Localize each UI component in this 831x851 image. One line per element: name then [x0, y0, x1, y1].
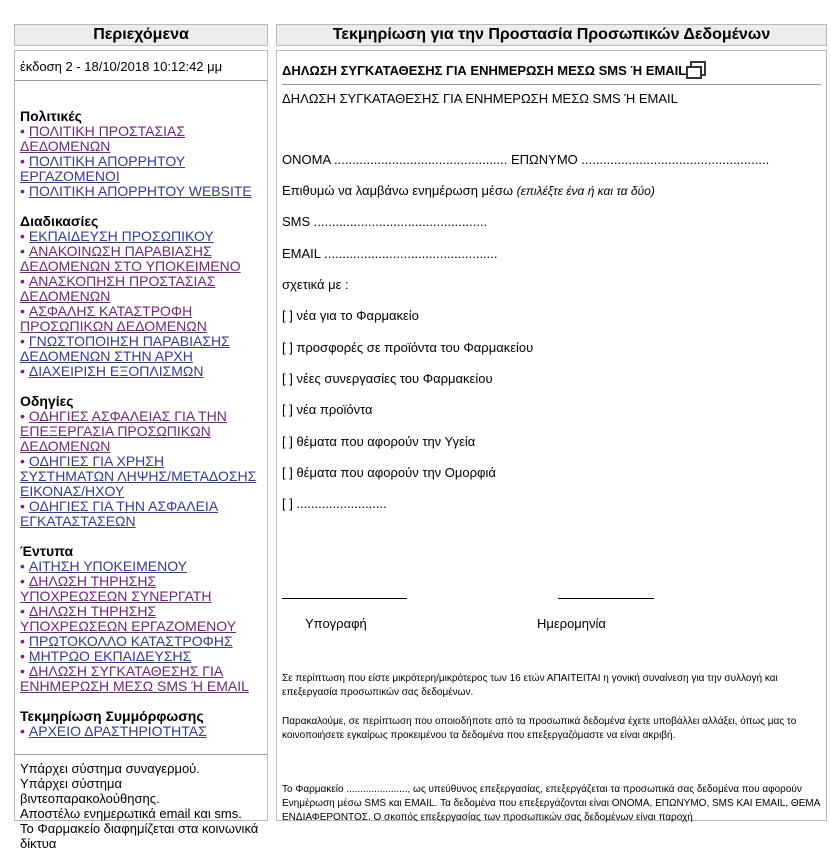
toc-group-title: Οδηγίες	[20, 393, 74, 409]
note-line: Υπάρχει σύστημα συναγερμού.	[20, 761, 200, 776]
toc-link[interactable]: ΑΡΧΕΙΟ ΔΡΑΣΤΗΡΙΟΤΗΤΑΣ	[28, 723, 207, 739]
table-of-contents	[15, 81, 267, 739]
toc-item[interactable]: • ΜΗΤΡΩΟ ΕΚΠΑΙΔΕΥΣΗΣ	[20, 648, 192, 664]
wish-hint: (επιλέξτε ένα ή και τα δύο)	[516, 184, 655, 198]
about-label: σχετικά με :	[282, 277, 349, 292]
toc-item[interactable]: • ΟΔΗΓΙΕΣ ΓΙΑ ΤΗΝ ΑΣΦΑΛΕΙΑ ΕΓΚΑΤΑΣΤΑΣΕΩΝ	[20, 498, 219, 529]
toc-link[interactable]: ΔΗΛΩΣΗ ΣΥΓΚΑΤΑΘΕΣΗΣ ΓΙΑ ΕΝΗΜΕΡΩΣΗ ΜΕΣΩ SMS Ή EMAIL	[20, 663, 249, 694]
contents-panel[interactable]	[14, 50, 268, 851]
sms-line: SMS ................................................	[282, 214, 488, 229]
toc-item[interactable]: • ΑΙΤΗΣΗ ΥΠΟΚΕΙΜΕΝΟΥ	[20, 558, 187, 574]
toc-item[interactable]: • ΟΔΗΓΙΕΣ ΑΣΦΑΛΕΙΑΣ ΓΙΑ ΤΗΝ ΕΠΕΞΕΡΓΑΣΙΑ ΠΡΟΣΩΠΙΚΩΝ ΔΕΔΟΜΕΝΩΝ	[20, 408, 227, 454]
toc-link[interactable]: ΓΝΩΣΤΟΠΟΙΗΣΗ ΠΑΡΑΒΙΑΣΗΣ ΔΕΔΟΜΕΝΩΝ ΣΤΗΝ ΑΡΧΗ	[20, 333, 230, 364]
contents-header: Περιεχόμενα	[14, 24, 268, 46]
signature-label: Υπογραφή	[305, 616, 367, 631]
toc-link[interactable]: ΑΣΦΑΛΗΣ ΚΑΤΑΣΤΡΟΦΗ ΠΡΟΣΩΠΙΚΩΝ ΔΕΔΟΜΕΝΩΝ	[20, 303, 207, 334]
date-label: Ημερομηνία	[537, 616, 606, 631]
name-line: ΟΝΟΜΑ ................................................ ΕΠΩΝΥΜΟ ....................................................	[282, 152, 770, 167]
option-item: [ ] προσφορές σε προϊόντα του Φαρμακείου	[282, 340, 534, 355]
toc-list	[20, 124, 262, 199]
processor-note: Το Φαρμακείο ......................, ως υπεύθυνος επεξεργασίας, επεξεργάζεται τα προσωπικά σας δεδομένα που αφορούν Ενημέρωση μέσω SMS και EMAIL. Τα δεδομένα που επεξεργάζονται είναι ΟΝΟΜΑ, ΕΠΩΝΥΜΟ, SMS ΚΑΙ EMAIL, ΘΕΜΑ ΕΝΔΙΑΦΕΡΟΝΤΟΣ. Ο σκοπός επεξεργασίας των προσωπικών σας δεδομένων είναι παροχή	[282, 784, 820, 823]
toc-group-title: Έντυπα	[20, 543, 74, 559]
toc-item[interactable]: • ΠΟΛΙΤΙΚΗ ΑΠΟΡΡΗΤΟΥ WEBSITE	[20, 183, 252, 199]
toc-list	[20, 559, 262, 694]
toc-group-title: Πολιτικές	[20, 108, 82, 124]
toc-item[interactable]: • ΠΡΩΤΟΚΟΛΛΟ ΚΑΤΑΣΤΡΟΦΗΣ	[20, 633, 233, 649]
version-info: έκδοση 2 - 18/10/2018 10:12:42 μμ	[15, 51, 267, 81]
update-note: Παρακαλούμε, σε περίπτωση που οποιοδήποτε από τα προσωπικά δεδομένα έχετε υποβάλλει αλλάξει, όπως μας το κοινοποιήσετε εγκαίρως προκειμένου τα δεδομένα που επεξεργαζόμαστε να είναι ακριβή.	[282, 716, 797, 741]
toc-link[interactable]: ΔΗΛΩΣΗ ΤΗΡΗΣΗΣ ΥΠΟΧΡΕΩΣΕΩΝ ΕΡΓΑΖΟΜΕΝΟΥ	[20, 603, 237, 634]
toc-group-policies	[20, 109, 262, 199]
signature-line	[282, 598, 407, 599]
document-subtitle: ΔΗΛΩΣΗ ΣΥΓΚΑΤΑΘΕΣΗΣ ΓΙΑ ΕΝΗΜΕΡΩΣΗ ΜΕΣΩ SMS Ή EMAIL	[282, 91, 678, 106]
document-title	[282, 61, 706, 78]
toc-list	[20, 409, 262, 529]
date-line	[558, 598, 654, 599]
option-item: [ ] θέματα που αφορούν την Υγεία	[282, 434, 476, 449]
toc-group-procedures	[20, 214, 262, 379]
toc-link[interactable]: ΠΟΛΙΤΙΚΗ ΑΠΟΡΡΗΤΟΥ ΕΡΓΑΖΟΜΕΝΟΙ	[20, 153, 186, 184]
toc-item[interactable]: • ΔΗΛΩΣΗ ΤΗΡΗΣΗΣ ΥΠΟΧΡΕΩΣΕΩΝ ΕΡΓΑΖΟΜΕΝΟΥ	[20, 603, 237, 634]
note-line: Υπάρχει σύστημα βιντεοπαρακολούθησης.	[20, 776, 160, 806]
toc-item[interactable]: • ΟΔΗΓΙΕΣ ΓΙΑ ΧΡΗΣΗ ΣΥΣΤΗΜΑΤΩΝ ΛΗΨΗΣ/ΜΕΤΑΔΟΣΗΣ ΕΙΚΟΝΑΣ/ΗΧΟΥ	[20, 453, 257, 499]
notes	[15, 754, 267, 851]
toc-link[interactable]: ΑΝΑΚΟΙΝΩΣΗ ΠΑΡΑΒΙΑΣΗΣ ΔΕΔΟΜΕΝΩΝ ΣΤΟ ΥΠΟΚΕΙΜΕΝΟ	[20, 243, 241, 274]
toc-item[interactable]: • ΓΝΩΣΤΟΠΟΙΗΣΗ ΠΑΡΑΒΙΑΣΗΣ ΔΕΔΟΜΕΝΩΝ ΣΤΗΝ ΑΡΧΗ	[20, 333, 230, 364]
toc-group-title: Διαδικασίες	[20, 213, 99, 229]
toc-item[interactable]: • ΔΗΛΩΣΗ ΤΗΡΗΣΗΣ ΥΠΟΧΡΕΩΣΕΩΝ ΣΥΝΕΡΓΑΤΗ	[20, 573, 212, 604]
toc-link[interactable]: ΔΙΑΧΕΙΡΙΣΗ ΕΞΟΠΛΙΣΜΩΝ	[28, 363, 204, 379]
toc-link[interactable]: ΑΝΑΣΚΟΠΗΣΗ ΠΡΟΣΤΑΣΙΑΣ ΔΕΔΟΜΕΝΩΝ	[20, 273, 216, 304]
email-line: EMAIL ................................................	[282, 246, 498, 261]
note-line: Αποστέλω ενημερωτικά email και sms.	[20, 806, 242, 821]
open-new-window-icon[interactable]	[690, 61, 706, 76]
toc-item[interactable]: • ΠΟΛΙΤΙΚΗ ΑΠΟΡΡΗΤΟΥ ΕΡΓΑΖΟΜΕΝΟΙ	[20, 153, 186, 184]
toc-link[interactable]: ΟΔΗΓΙΕΣ ΓΙΑ ΧΡΗΣΗ ΣΥΣΤΗΜΑΤΩΝ ΛΗΨΗΣ/ΜΕΤΑΔΟΣΗΣ ΕΙΚΟΝΑΣ/ΗΧΟΥ	[20, 453, 257, 499]
toc-item[interactable]: • ΑΝΑΣΚΟΠΗΣΗ ΠΡΟΣΤΑΣΙΑΣ ΔΕΔΟΜΕΝΩΝ	[20, 273, 216, 304]
wish-line	[282, 183, 655, 198]
toc-item[interactable]: • ΠΟΛΙΤΙΚΗ ΠΡΟΣΤΑΣΙΑΣ ΔΕΔΟΜΕΝΩΝ	[20, 123, 186, 154]
toc-item[interactable]: • ΑΝΑΚΟΙΝΩΣΗ ΠΑΡΑΒΙΑΣΗΣ ΔΕΔΟΜΕΝΩΝ ΣΤΟ ΥΠΟΚΕΙΜΕΝΟ	[20, 243, 241, 274]
toc-list	[20, 229, 262, 379]
toc-link[interactable]: ΟΔΗΓΙΕΣ ΑΣΦΑΛΕΙΑΣ ΓΙΑ ΤΗΝ ΕΠΕΞΕΡΓΑΣΙΑ ΠΡΟΣΩΠΙΚΩΝ ΔΕΔΟΜΕΝΩΝ	[20, 408, 227, 454]
toc-item[interactable]: • ΕΚΠΑΙΔΕΥΣΗ ΠΡΟΣΩΠΙΚΟΥ	[20, 228, 214, 244]
minor-note: Σε περίπτωση που είστε μικρότερη/μικρότερος των 16 ετών ΑΠΑΙΤΕΙΤΑΙ η γονική συναίνεση για την συλλογή και επεξεργασία προσωπικών σας δεδομένων.	[282, 673, 778, 698]
toc-item[interactable]: • ΔΙΑΧΕΙΡΙΣΗ ΕΞΟΠΛΙΣΜΩΝ	[20, 363, 204, 379]
toc-link[interactable]: ΑΙΤΗΣΗ ΥΠΟΚΕΙΜΕΝΟΥ	[28, 558, 187, 574]
toc-list	[20, 724, 262, 739]
toc-link[interactable]: ΔΗΛΩΣΗ ΤΗΡΗΣΗΣ ΥΠΟΧΡΕΩΣΕΩΝ ΣΥΝΕΡΓΑΤΗ	[20, 573, 212, 604]
option-item: [ ] νέα για το Φαρμακείο	[282, 308, 419, 323]
toc-link[interactable]: ΜΗΤΡΩΟ ΕΚΠΑΙΔΕΥΣΗΣ	[28, 648, 192, 664]
toc-item[interactable]: • ΑΡΧΕΙΟ ΔΡΑΣΤΗΡΙΟΤΗΤΑΣ	[20, 723, 207, 739]
toc-link[interactable]: ΠΟΛΙΤΙΚΗ ΑΠΟΡΡΗΤΟΥ WEBSITE	[28, 183, 252, 199]
toc-group-guides	[20, 394, 262, 529]
option-item: [ ] θέματα που αφορούν την Ομορφιά	[282, 465, 496, 480]
divider	[282, 84, 821, 85]
toc-link[interactable]: ΟΔΗΓΙΕΣ ΓΙΑ ΤΗΝ ΑΣΦΑΛΕΙΑ ΕΓΚΑΤΑΣΤΑΣΕΩΝ	[20, 498, 219, 529]
toc-group-forms	[20, 544, 262, 694]
wish-text: Επιθυμώ να λαμβάνω ενημέρωση μέσω	[282, 183, 513, 198]
option-item: [ ] νέες συνεργασίες του Φαρμακείου	[282, 371, 493, 386]
toc-item[interactable]: • ΑΣΦΑΛΗΣ ΚΑΤΑΣΤΡΟΦΗ ΠΡΟΣΩΠΙΚΩΝ ΔΕΔΟΜΕΝΩΝ	[20, 303, 207, 334]
toc-group-title: Τεκμηρίωση Συμμόρφωσης	[20, 708, 204, 724]
toc-group-compliance	[20, 709, 262, 739]
document-title-text: ΔΗΛΩΣΗ ΣΥΓΚΑΤΑΘΕΣΗΣ ΓΙΑ ΕΝΗΜΕΡΩΣΗ ΜΕΣΩ SMS Ή EMAIL	[282, 63, 687, 78]
document-header: Τεκμηρίωση για την Προστασία Προσωπικών Δεδομένων	[276, 24, 827, 46]
toc-link[interactable]: ΠΟΛΙΤΙΚΗ ΠΡΟΣΤΑΣΙΑΣ ΔΕΔΟΜΕΝΩΝ	[20, 123, 186, 154]
option-item: [ ] νέα προϊόντα	[282, 402, 373, 417]
toc-item[interactable]: • ΔΗΛΩΣΗ ΣΥΓΚΑΤΑΘΕΣΗΣ ΓΙΑ ΕΝΗΜΕΡΩΣΗ ΜΕΣΩ SMS Ή EMAIL	[20, 663, 249, 694]
toc-link[interactable]: ΕΚΠΑΙΔΕΥΣΗ ΠΡΟΣΩΠΙΚΟΥ	[28, 228, 214, 244]
option-item: [ ] .........................	[282, 496, 387, 511]
document-panel[interactable]	[276, 50, 827, 821]
toc-link[interactable]: ΠΡΩΤΟΚΟΛΛΟ ΚΑΤΑΣΤΡΟΦΗΣ	[28, 633, 233, 649]
note-line: Το Φαρμακείο διαφημίζεται στα κοινωνικά δίκτυα	[20, 821, 259, 851]
